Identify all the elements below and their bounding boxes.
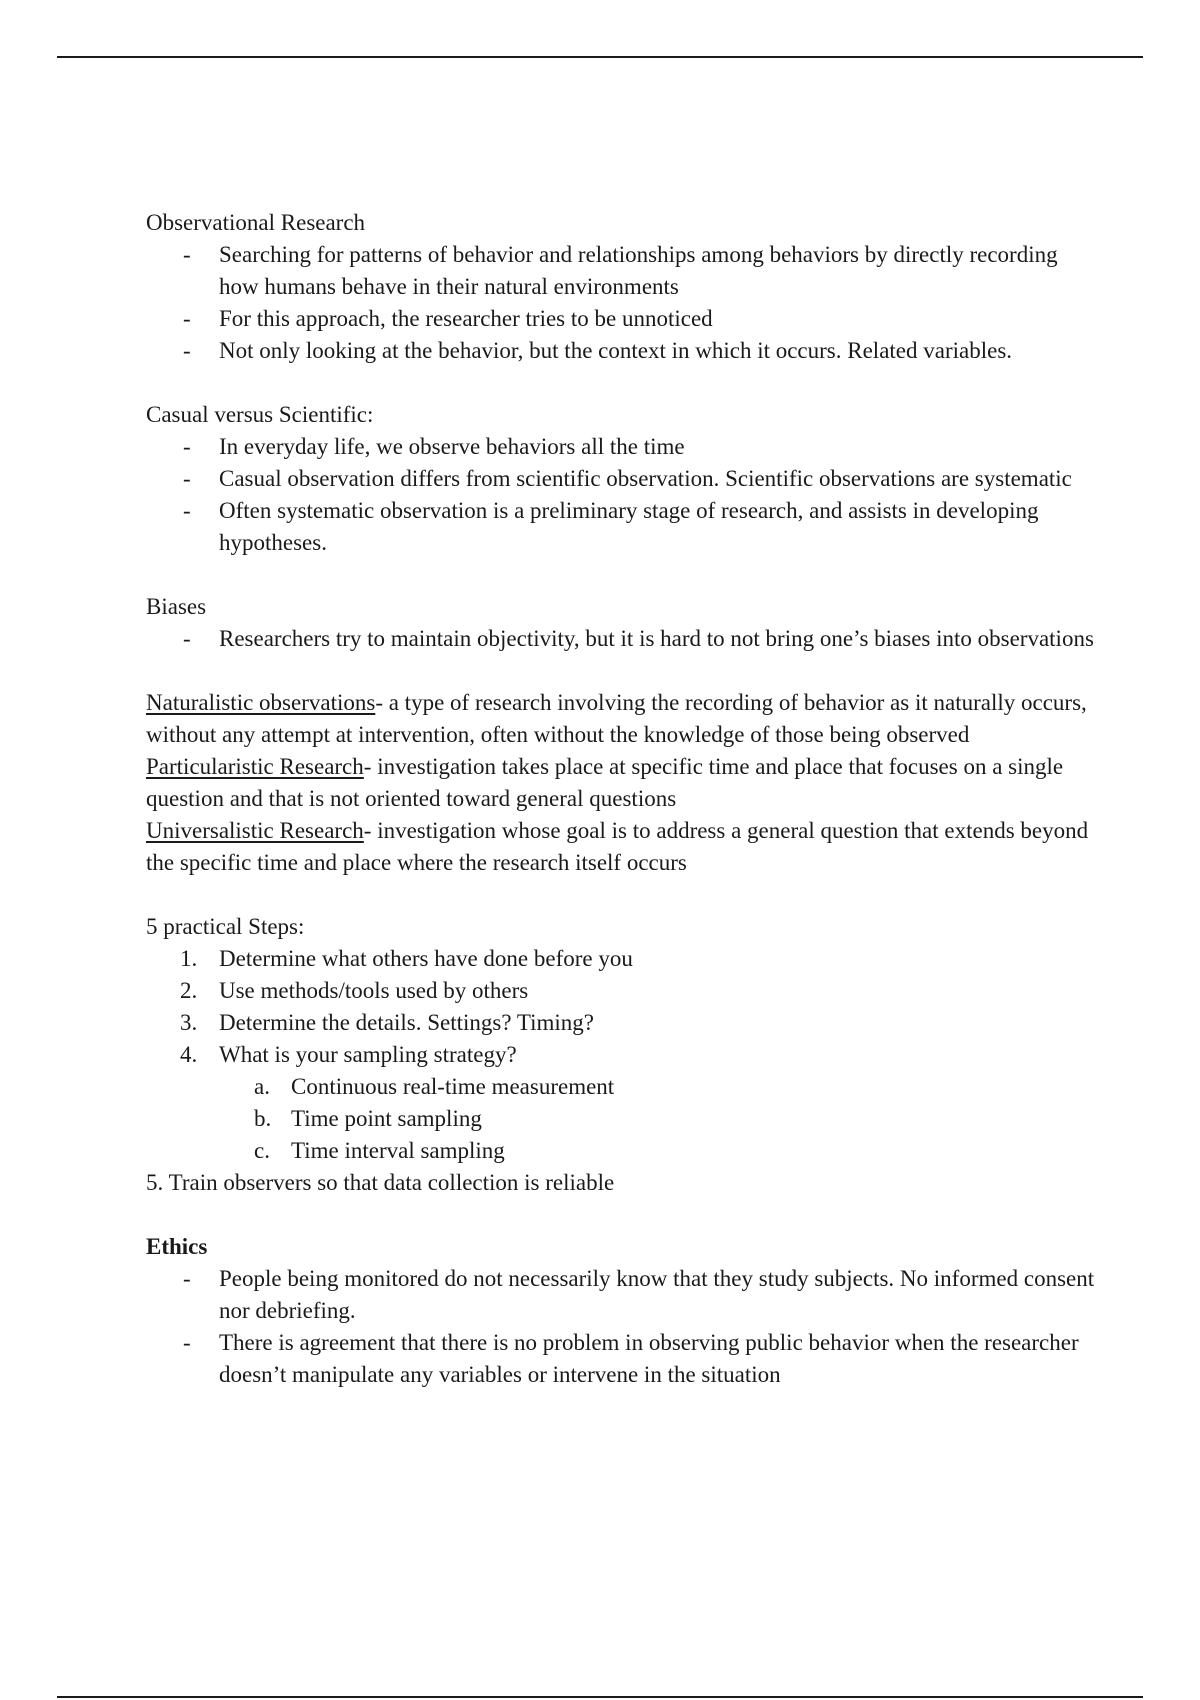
- dash-marker: -: [183, 242, 191, 267]
- section-observational-research: [146, 207, 1096, 367]
- section-practical-steps: [146, 911, 1096, 1199]
- list-item: - There is agreement that there is no problem in observing public behavior when the researcher doesn’t manipulate any variables or intervene in the situation: [146, 1327, 1096, 1391]
- number-marker: 3.: [180, 1010, 198, 1035]
- list-item: - People being monitored do not necessarily know that they study subjects. No informed consent nor debriefing.: [146, 1263, 1096, 1327]
- numbered-list: [146, 943, 1096, 1071]
- list-item: 3. Determine the details. Settings? Timing?: [146, 1007, 1096, 1039]
- number-marker: 4.: [180, 1042, 198, 1067]
- bullet-list: [146, 1263, 1096, 1391]
- definition-term: Naturalistic observations: [146, 690, 376, 715]
- number-marker: 1.: [180, 946, 198, 971]
- document-body: [146, 207, 1096, 1423]
- letter-marker: a.: [254, 1074, 270, 1099]
- section-heading: Observational Research: [146, 210, 366, 235]
- dash-marker: -: [183, 338, 191, 363]
- list-item: 1. Determine what others have done before you: [146, 943, 1096, 975]
- section-definitions: [146, 687, 1096, 879]
- definition-naturalistic: [146, 687, 1096, 751]
- list-item: b. Time point sampling: [146, 1103, 1096, 1135]
- section-casual-vs-scientific: [146, 399, 1096, 559]
- section-biases: [146, 591, 1096, 655]
- bullet-list: [146, 431, 1096, 559]
- section-ethics: [146, 1231, 1096, 1391]
- list-item: - Not only looking at the behavior, but the context in which it occurs. Related variables.: [146, 335, 1096, 367]
- list-item: - Searching for patterns of behavior and relationships among behaviors by directly recording how humans behave in their natural environments: [146, 239, 1096, 303]
- definition-text: - investigation whose goal is to address a general question that extends beyond the specific time and place where the research itself occurs: [146, 818, 1089, 875]
- definition-text: - a type of research involving the recording of behavior as it naturally occurs, without any attempt at intervention, often without the knowledge of those being observed: [146, 690, 1087, 747]
- list-item: - In everyday life, we observe behaviors all the time: [146, 431, 1096, 463]
- list-item: 2. Use methods/tools used by others: [146, 975, 1096, 1007]
- header-rule: [57, 56, 1143, 58]
- definition-universalistic: [146, 815, 1096, 879]
- section-heading: Casual versus Scientific:: [146, 402, 374, 427]
- letter-marker: b.: [254, 1106, 272, 1131]
- list-item: - Casual observation differs from scientific observation. Scientific observations are systematic: [146, 463, 1096, 495]
- section-heading: 5 practical Steps:: [146, 914, 305, 939]
- bullet-list: [146, 239, 1096, 367]
- list-item: - Often systematic observation is a preliminary stage of research, and assists in developing hypotheses.: [146, 495, 1096, 559]
- dash-marker: -: [183, 1266, 191, 1291]
- dash-marker: -: [183, 498, 191, 523]
- footer-rule: [57, 1696, 1143, 1698]
- letter-marker: c.: [254, 1138, 270, 1163]
- list-item: - Researchers try to maintain objectivity, but it is hard to not bring one’s biases into observations: [146, 623, 1096, 655]
- final-step: 5. Train observers so that data collection is reliable: [146, 1170, 615, 1195]
- dash-marker: -: [183, 306, 191, 331]
- list-item: 4. What is your sampling strategy?: [146, 1039, 1096, 1071]
- bullet-list: [146, 623, 1096, 655]
- definition-term: Particularistic Research: [146, 754, 364, 779]
- dash-marker: -: [183, 466, 191, 491]
- definition-term: Universalistic Research: [146, 818, 364, 843]
- dash-marker: -: [183, 434, 191, 459]
- definition-text: - investigation takes place at specific time and place that focuses on a single question and that is not oriented toward general questions: [146, 754, 1064, 811]
- section-heading: Biases: [146, 594, 207, 619]
- number-marker: 2.: [180, 978, 198, 1003]
- section-heading: Ethics: [146, 1234, 208, 1259]
- lettered-sublist: [146, 1071, 1096, 1167]
- dash-marker: -: [183, 626, 191, 651]
- list-item: - For this approach, the researcher tries to be unnoticed: [146, 303, 1096, 335]
- list-item: c. Time interval sampling: [146, 1135, 1096, 1167]
- list-item: a. Continuous real-time measurement: [146, 1071, 1096, 1103]
- dash-marker: -: [183, 1330, 191, 1355]
- definition-particularistic: [146, 751, 1096, 815]
